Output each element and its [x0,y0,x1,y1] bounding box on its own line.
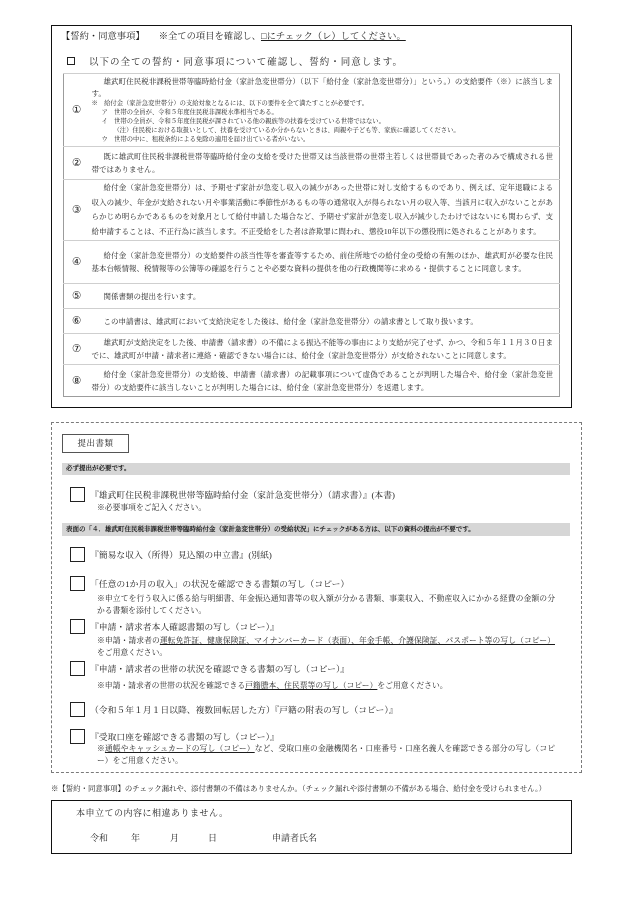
document-item-household [70,661,349,676]
pledge-item-2 [64,147,560,180]
pledge-item-text: 雄武町が支給決定をした後、申請書（請求書）の不備による振込不能等の事由により支給が完了せず、かつ、令和５年１１月３０日までに、雄武町が申請・請求者に連絡・確認できない場合には、給付金（家計急変世帯分）が支給されないことに同意します。 [91,338,553,360]
document-note-text: など、受取口座の金融機関名・口座番号・口座名義人を確認できる部分の写し（コピー）をご用意ください。 [97,744,556,765]
required-notice-bar: 必ず提出が必要です。 [62,463,570,475]
pledge-item-5 [64,284,560,309]
document-checkbox[interactable] [70,729,85,744]
document-item-family-register [70,702,398,717]
pledge-item-body [90,309,560,334]
documents-title: 提出書類 [62,434,129,453]
document-label: 『申請・請求者本人確認書類の写し（コピー）』 [90,621,279,632]
document-item-bank-account [70,729,279,744]
document-item-income-statement [70,547,272,562]
pledge-item-text: 既に雄武町住民税非課税世帯等臨時給付金の支給を受けた世帯又は当該世帯の世帯主若しくは世帯員であった者のみで構成される世帯ではありません。 [91,152,553,174]
pledge-item-8 [64,365,560,397]
requirement-i: イ 世帯の全員が、令和５年度住民税が課されている他の親族等の扶養を受けている世帯ではない。 [101,118,385,125]
day-label: 日 [208,833,218,843]
declaration-statement: 本申立ての内容に相違ありません。 [76,808,229,818]
pledge-item-body [90,180,560,241]
pledge-item-number: ③ [64,180,90,241]
document-label: 『雄武町住民税非課税世帯等臨時給付金（家計急変世帯分）（請求書）』(本書) [90,489,395,500]
pledge-item-7 [64,334,560,365]
document-note: ※必要事項をご記入ください。 [97,503,207,512]
document-checkbox[interactable] [70,661,85,676]
footer-note: ※【誓約・同意事項】のチェック漏れや、添付書類の不備はありませんか。（チェック漏れや添付書類の不備がある場合、給付金を受けられません。） [51,784,547,793]
document-note-emphasis: 運転免許証、健康保険証、マイナンバーカード（表面）、年金手帳、介護保険証、パスポート等の写し（コピー） [159,636,555,645]
pledge-item-body [90,147,560,180]
document-label: （令和５年１月１日以降、複数回転居した方）『戸籍の附表の写し（コピー）』 [90,704,398,715]
document-checkbox[interactable] [70,547,85,562]
year-label: 年 [131,833,141,843]
pledge-item-body [90,284,560,309]
pledge-item-text: この申請書は、雄武町において支給決定をした後は、給付金（家計急変世帯分）の請求書として取り扱います。 [103,316,478,326]
pledge-item-1 [64,74,560,147]
document-note: ※申立てを行う収入に係る給与明細書、年金振込通知書等の収入額が分かる書類、事業収入、不動産収入にかかる経費の金額の分かる書類を添付してください。 [97,594,555,615]
document-label: 『簡易な収入（所得）見込額の申立書』(別紙) [90,549,272,560]
document-note-text: ※申請・請求者の [97,636,160,645]
document-note-emphasis: 戸籍謄本、住民票等の写し（コピー） [245,681,378,690]
pledge-item-body [90,365,560,397]
requirement-a: ア 世帯の全員が、令和５年度住民税非課税水準相当である。 [101,109,278,116]
declaration-section [51,800,572,854]
document-note-text: をご用意ください。 [377,681,448,690]
document-label: 『受取口座を確認できる書類の写し（コピー）』 [90,731,279,742]
document-note-text: ※ [97,744,105,753]
pledge-item-text: 給付金（家計急変世帯分）は、予期せず家計が急変し収入の減少があった世帯に対し支給するものであり、例えば、定年退職による収入の減少、年金が支給されない月や事業活動に季節性があるもの等の通常収入が得られない月の収入等、当該月に収入がないことがあらかじめ明らかであるものを対象月として給付申請した場合など、予期せず家計が急変し収入が減少したわけではないにも関わらず、支給申請することは、不正行為に該当します。不正受給をした者は詐欺罪に問われ、懲役10年以下の懲役刑に処されることがあります。 [91,183,553,236]
pledge-item-body [90,241,560,284]
document-checkbox[interactable] [70,487,85,502]
document-note [97,743,555,767]
pledge-item-number: ④ [64,241,90,284]
pledge-section [51,25,572,408]
required-documents-section [51,422,582,773]
pledge-item-number: ⑥ [64,309,90,334]
month-field[interactable] [142,832,169,844]
era-label: 令和 [90,833,109,843]
document-note-text: をご用意ください。 [97,648,168,657]
pledge-item-text: 雄武町住民税非課税世帯等臨時給付金（家計急変世帯分）（以下「給付金（家計急変世帯分）」という。）の支給要件（※）に該当します。 [91,77,553,98]
applicant-name-label: 申請者氏名 [272,833,318,843]
pledge-agree-checkbox[interactable] [67,57,75,65]
pledge-item-3 [64,180,560,241]
pledge-header [61,31,406,43]
pledge-agree-row [67,55,403,67]
pledge-item-text: 関係書類の提出を行います。 [103,291,201,301]
document-checkbox[interactable] [70,619,85,634]
pledge-item-text: 給付金（家計急変世帯分）の支給要件の該当性等を審査等するため、前住所地での給付金の受給の有無のほか、雄武町が必要な住民基本台帳情報、税情報等の公簿等の確認を行うことや必要な資料の提供を他の行政機関等に求める・提供することに同意します。 [91,251,553,273]
pledge-item-number: ⑧ [64,365,90,397]
pledge-item-number: ② [64,147,90,180]
requirement-u: ウ 世帯の中に、租税条約による免除の適用を届け出ている者がいない。 [101,136,310,143]
pledge-item-body [90,334,560,365]
pledge-item-number: ⑦ [64,334,90,365]
document-checkbox[interactable] [70,702,85,717]
document-note-emphasis: 通帳やキャッシュカードの写し（コピー） [104,744,255,753]
document-label: 『申請・請求者の世帯の状況を確認できる書類の写し（コピー）』 [90,663,350,674]
document-note [97,680,555,692]
month-label: 月 [170,833,180,843]
year-field[interactable] [110,832,130,844]
pledge-item-number: ⑤ [64,284,90,309]
pledge-item-4 [64,241,560,284]
document-checkbox[interactable] [70,576,85,591]
pledge-item-number: ① [64,74,90,147]
document-item-application [70,487,395,502]
document-note-text: ※申請・請求者の世帯の状況を確認できる [97,681,246,690]
pledge-header-note-emphasis: □にチェック（レ）してください。 [260,32,406,42]
day-field[interactable] [181,832,207,844]
pledge-item-text: 給付金（家計急変世帯分）の支給後、申請書（請求書）の記載事項について虚偽であることが判明した場合や、給付金（家計急変世帯分）の支給要件に該当しないことが判明した場合には、給付金（家計急変世帯分）を返還します。 [91,369,553,392]
document-note [97,635,555,659]
document-item-monthly-income [70,576,349,591]
pledge-header-note: ※全ての項目を確認し、 [158,32,261,42]
applicant-name-field[interactable] [327,832,552,844]
pledge-items-table [63,73,560,397]
conditional-notice-bar: 表面の「４．雄武町住民税非課税世帯等臨時給付金（家計急変世帯分）の受給状況」にチェックがある方は、以下の資料の提出が不要です。 [62,523,570,536]
pledge-agree-label: 以下の全ての誓約・同意事項について確認し、誓約・同意します。 [89,58,404,68]
pledge-item-6 [64,309,560,334]
pledge-header-label: 【誓約・同意事項】 [61,32,145,42]
requirement-caution: （注）住民税における取扱いとして、扶養を受けているか分からないときは、両親や子ども等、家族に確認してください。 [113,127,460,134]
document-label: 「任意の1か月の収入」の状況を確認できる書類の写し（コピー） [90,578,350,589]
pledge-item-body [90,74,560,147]
pledge-item-note: ※ 給付金（家計急変世帯分）の支給対象となるには、以下の要件を全て満たすことが必要です。 [91,100,369,107]
document-item-identity [70,619,279,634]
